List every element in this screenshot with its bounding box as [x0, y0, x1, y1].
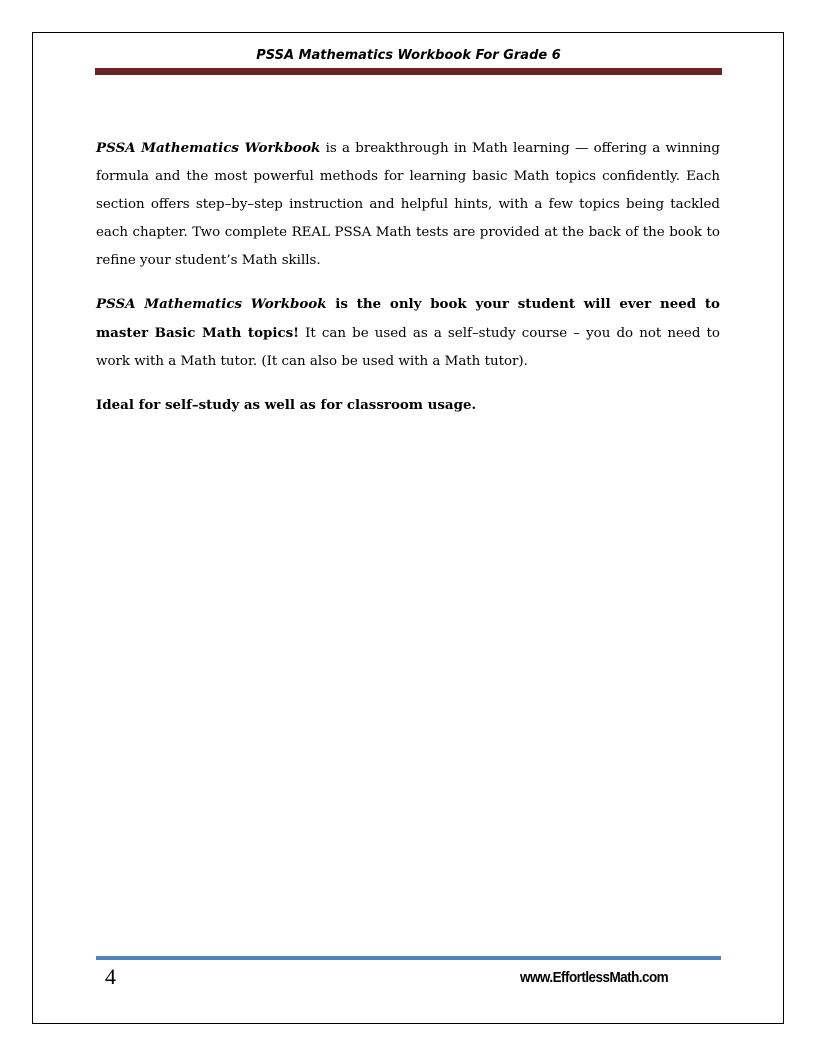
book-title: PSSA Mathematics Workbook	[96, 140, 321, 156]
paragraph-text: It can be used as a self–study course – you do not need to work with a Math tutor. (It can also be used with a Math tutor).	[96, 326, 720, 369]
page-number: 4	[105, 964, 116, 989]
running-header: PSSA Mathematics Workbook For Grade 6	[256, 48, 561, 63]
footer-rule	[96, 956, 721, 960]
body-text	[96, 134, 720, 435]
paragraph-text: is a breakthrough in Math learning — offering a winning formula and the most powerful methods for learning basic Math topics confidently. Each section offers step–by–step instruction and helpful hints, with a few topics being tackled each chapter. Two complete REAL PSSA Math tests are provided at the back of the book to refine your student’s Math skills.	[96, 141, 720, 268]
book-title: PSSA Mathematics Workbook	[96, 296, 327, 312]
paragraph-2	[96, 290, 720, 376]
header-rule	[95, 68, 722, 75]
emphasis-text: is the only book your student will ever need to master Basic Math topics!	[96, 296, 720, 341]
paragraph-3	[96, 391, 720, 420]
paragraph-text: Ideal for self–study as well as for classroom usage.	[96, 397, 477, 413]
paragraph-1	[96, 134, 720, 275]
footer-url: www.EffortlessMath.com	[520, 969, 669, 986]
